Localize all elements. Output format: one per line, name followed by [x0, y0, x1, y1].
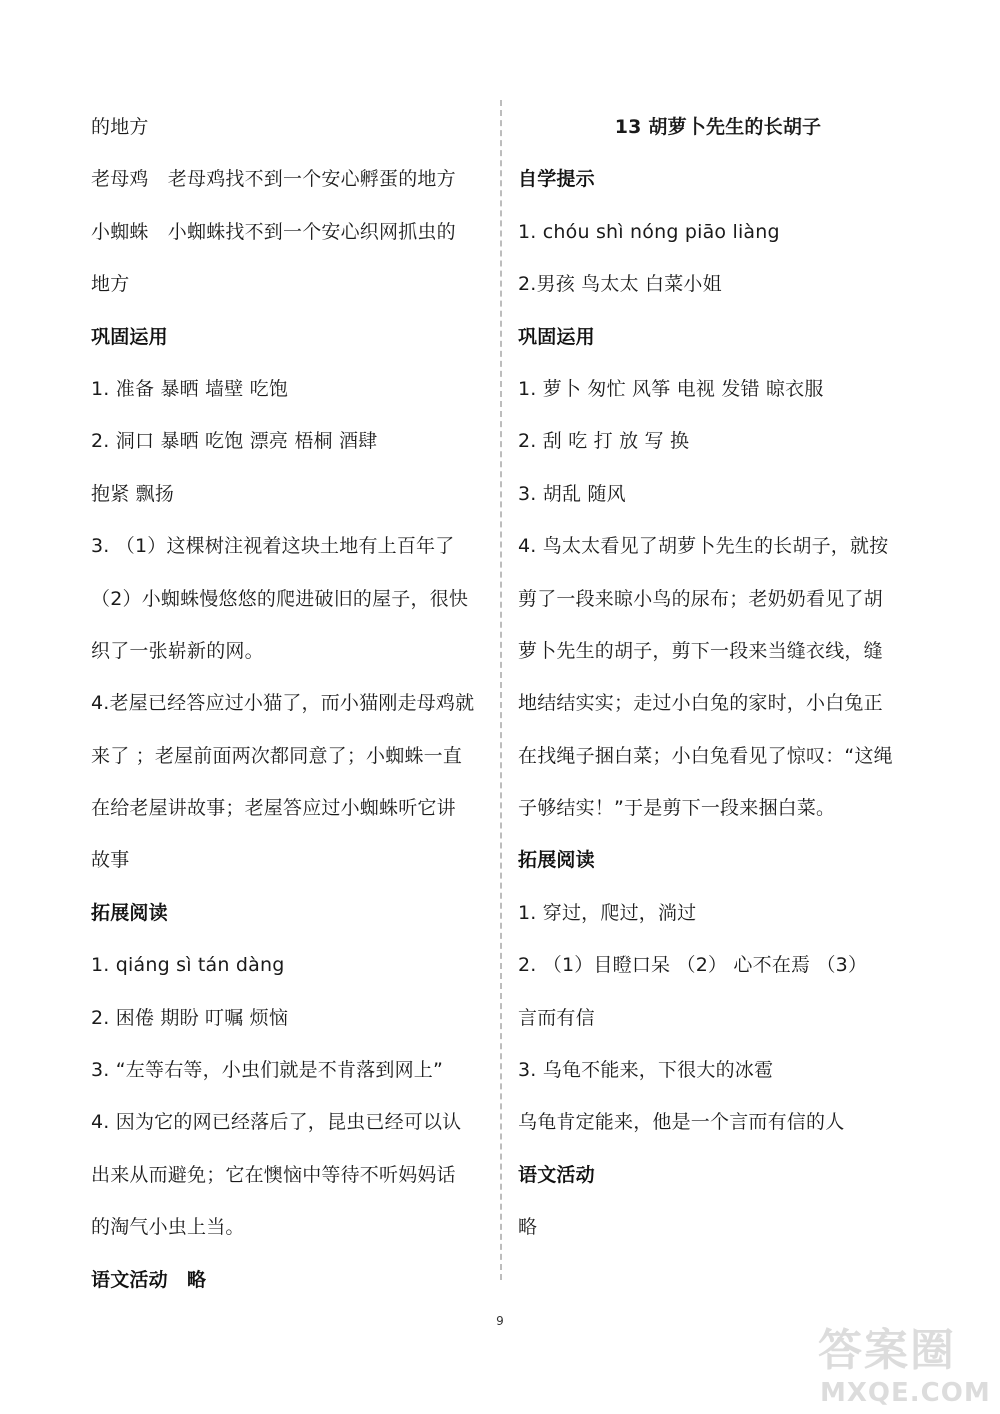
text-line: 2. （1）目瞪口呆 （2） 心不在焉 （3）	[518, 954, 868, 977]
text-line: 乌龟肯定能来，他是一个言而有信的人	[518, 1111, 845, 1134]
text-line: 1. chóu shì nóng piāo liàng	[518, 220, 780, 243]
text-line: 地方	[91, 273, 130, 296]
text-line: 1. 萝卜 匆忙 风筝 电视 发错 晾衣服	[518, 377, 824, 400]
section-heading: 语文活动 略	[91, 1268, 207, 1291]
text-line: 2. 洞口 暴晒 吃饱 漂亮 梧桐 酒肆	[91, 430, 378, 453]
text-line: 言而有信	[518, 1006, 595, 1029]
text-line: 子够结实！”于是剪下一段来捆白菜。	[518, 797, 836, 820]
text-line: （2）小蜘蛛慢悠悠的爬进破旧的屋子，很快	[91, 587, 469, 610]
text-line: 织了一张崭新的网。	[91, 639, 264, 662]
lesson-title: 13 胡萝卜先生的长胡子	[614, 116, 822, 138]
text-line: 地结结实实；走过小白兔的家时，小白兔正	[518, 692, 883, 715]
section-heading: 巩固运用	[91, 325, 168, 348]
text-line: 1. 准备 暴晒 墙壁 吃饱	[91, 377, 289, 400]
page-number: 9	[496, 1314, 504, 1328]
text-line: 萝卜先生的胡子，剪下一段来当缝衣线，缝	[518, 639, 883, 662]
text-line: 在找绳子捆白菜；小白兔看见了惊叹：“这绳	[518, 744, 893, 767]
text-line: 剪了一段来晾小鸟的尿布；老奶奶看见了胡	[518, 587, 883, 610]
text-line: 在给老屋讲故事；老屋答应过小蜘蛛听它讲	[91, 797, 456, 820]
watermark-glyphs: 答案圈	[818, 1325, 956, 1376]
text-line: 2. 困倦 期盼 叮嘱 烦恼	[91, 1006, 289, 1029]
watermark-text: MXQE.COM	[820, 1378, 991, 1408]
section-heading: 语文活动	[518, 1163, 595, 1186]
text-line: 2. 刮 吃 打 放 写 换	[518, 430, 690, 453]
text-line: 来了 ；老屋前面两次都同意了；小蜘蛛一直	[91, 744, 463, 767]
section-heading: 自学提示	[518, 168, 595, 191]
text-line: 3. 胡乱 随风	[518, 482, 626, 505]
column-divider	[500, 100, 502, 1280]
text-line: 的地方	[91, 116, 149, 138]
watermark-logo	[818, 1326, 996, 1408]
text-line: 3. “左等右等，小虫们就是不肯落到网上”	[91, 1059, 444, 1082]
text-line: 的淘气小虫上当。	[91, 1216, 245, 1239]
text-line: 故事	[91, 849, 130, 872]
text-line: 4.老屋已经答应过小猫了，而小猫刚走母鸡就	[91, 692, 475, 715]
text-line: 老母鸡 老母鸡找不到一个安心孵蛋的地方	[91, 168, 456, 191]
right-column	[518, 101, 918, 1254]
text-line: 2.男孩 鸟太太 白菜小姐	[518, 273, 722, 296]
text-line: 出来从而避免；它在懊恼中等待不听妈妈话	[91, 1163, 456, 1186]
text-line: 4. 鸟太太看见了胡萝卜先生的长胡子，就按	[518, 535, 889, 558]
text-line: 小蜘蛛 小蜘蛛找不到一个安心织网抓虫的	[91, 220, 456, 243]
text-line: 3. （1）这棵树注视着这块土地有上百年了	[91, 535, 455, 558]
text-line: 4. 因为它的网已经落后了，昆虫已经可以认	[91, 1111, 462, 1134]
text-line: 1. 穿过，爬过，淌过	[518, 901, 697, 924]
text-line: 3. 乌龟不能来，下很大的冰雹	[518, 1059, 774, 1082]
section-heading: 拓展阅读	[91, 901, 168, 924]
section-heading: 巩固运用	[518, 325, 595, 348]
text-line: 1. qiáng sì tán dàng	[91, 954, 285, 977]
text-line: 略	[518, 1216, 538, 1239]
section-heading: 拓展阅读	[518, 849, 595, 872]
text-line: 抱紧 飘扬	[91, 482, 175, 505]
left-column	[91, 101, 491, 1306]
